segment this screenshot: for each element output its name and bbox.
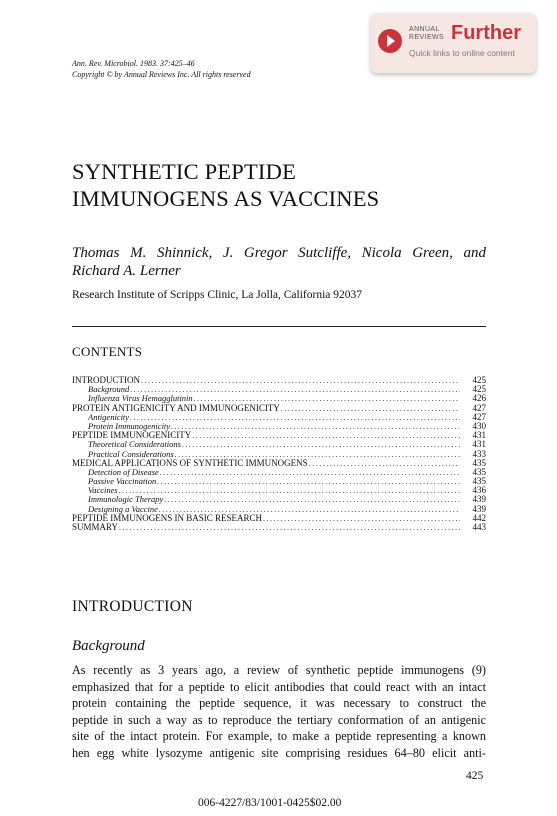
toc-leader-dots [164, 495, 460, 504]
toc-leader-dots [263, 514, 460, 523]
toc-leader-dots [309, 459, 460, 468]
toc-entry-label: MEDICAL APPLICATIONS OF SYNTHETIC IMMUNOGENS [72, 457, 308, 468]
toc-entry-page: 425 [472, 384, 486, 395]
toc-leader-dots [119, 523, 460, 532]
authors-line-1: Thomas M. Shinnick, J. Gregor Sutcliffe, Nicola Green, and [72, 245, 486, 261]
badge-further-label: Further [451, 22, 521, 44]
toc-entry-label: INTRODUCTION [72, 375, 140, 385]
badge-subtitle: Quick links to online content [409, 48, 515, 58]
toc-leader-dots [119, 486, 460, 495]
body-paragraph [72, 662, 486, 762]
toc-leader-dots [171, 422, 460, 431]
toc-entry-label: PEPTIDE IMMUNOGENICITY [72, 430, 192, 441]
toc-leader-dots [130, 413, 460, 422]
title-line-2: IMMUNOGENS AS VACCINES [72, 186, 380, 211]
body-line: site of the intact protein. For example, to make a peptide representing a known [72, 729, 486, 744]
toc-entry-label: Detection of Disease [88, 466, 159, 477]
toc-entry-page: 427 [472, 402, 486, 413]
toc-entry [72, 404, 486, 413]
citation-line-1: Ann. Rev. Microbiol. 1983. 37:425–46 [72, 59, 195, 68]
toc-entry-label: Vaccines [88, 485, 118, 496]
annual-reviews-logo-icon [378, 29, 402, 53]
toc-entry-page: 431 [472, 439, 486, 450]
toc-entry-page: 430 [472, 420, 486, 431]
toc-entry-label: Immunologic Therapy [88, 494, 164, 505]
page-number: 425 [466, 770, 484, 782]
citation-line-2: Copyright © by Annual Reviews Inc. All rights reserved [72, 70, 251, 79]
toc-entry-label: Designing a Vaccine [88, 503, 158, 514]
toc-entry-page: 439 [472, 503, 486, 514]
toc-entry-label: Background [88, 384, 130, 395]
body-line: protein containing the peptide sequence, it was necessary to construct the [72, 696, 486, 711]
toc-entry-label: Passive Vaccination [88, 476, 157, 487]
toc-entry-page: 433 [472, 448, 486, 459]
body-line: emphasized that for a peptide to elicit antibodies that could react with an intact [72, 679, 486, 694]
toc-entry-page: 427 [472, 411, 486, 422]
badge-reviews-label: REVIEWS [409, 34, 445, 41]
article-title [72, 158, 379, 212]
toc-entry-page: 426 [472, 393, 486, 404]
body-line: As recently as 3 years ago, a review of synthetic peptide immunogens (9) [72, 663, 486, 677]
toc-entry-page: 442 [472, 512, 486, 523]
affiliation: Research Institute of Scripps Clinic, La Jolla, California 92037 [72, 289, 362, 301]
toc-leader-dots [160, 468, 460, 477]
toc-entry [72, 477, 486, 486]
toc-entry-page: 435 [472, 476, 486, 487]
introduction-heading: INTRODUCTION [72, 598, 193, 615]
toc-entry-page: 439 [472, 494, 486, 505]
toc-leader-dots [182, 440, 460, 449]
body-line: peptide in such a way as to reproduce the tertiary conformation of an antigenic [72, 712, 486, 727]
citation [72, 58, 251, 80]
contents-heading: CONTENTS [72, 344, 143, 359]
toc-entry-page: 443 [472, 522, 486, 532]
body-line: hen egg white lysozyme antigenic site comprising residues 64–80 elicit anti- [72, 745, 486, 760]
toc-entry [72, 376, 486, 385]
authors-line-2: Richard A. Lerner [72, 263, 181, 279]
divider [72, 326, 486, 327]
toc-leader-dots [281, 404, 460, 413]
authors [72, 244, 486, 280]
toc-leader-dots [192, 431, 460, 440]
further-badge[interactable] [371, 13, 536, 73]
footer-code: 006-4227/83/1001-0425$02.00 [198, 797, 342, 809]
toc-entry-label: Practical Considerations [88, 448, 174, 459]
toc-entry [72, 514, 486, 523]
toc-entry-page: 431 [472, 430, 486, 441]
badge-annual-label: ANNUAL [409, 26, 440, 33]
toc-leader-dots [157, 477, 460, 486]
toc-entry [72, 523, 486, 532]
toc-entry-label: Antigenicity [88, 411, 130, 422]
toc-entry-page: 425 [472, 375, 486, 385]
table-of-contents [72, 376, 486, 532]
toc-entry-label: PROTEIN ANTIGENICITY AND IMMUNOGENICITY [72, 402, 280, 413]
toc-entry-page: 435 [472, 457, 486, 468]
background-heading: Background [72, 638, 145, 654]
toc-entry-label: SUMMARY [72, 522, 119, 532]
toc-entry-label: PEPTIDE IMMUNOGENS IN BASIC RESEARCH [72, 512, 263, 523]
toc-entry-label: Theoretical Considerations [88, 439, 181, 450]
title-line-1: SYNTHETIC PEPTIDE [72, 159, 297, 184]
toc-entry-page: 435 [472, 466, 486, 477]
toc-entry-label: Protein Immunogenicity [88, 420, 171, 431]
toc-entry-page: 436 [472, 485, 486, 496]
toc-leader-dots [141, 376, 460, 385]
toc-entry-label: Influenza Virus Hemagglutinin [88, 393, 193, 404]
